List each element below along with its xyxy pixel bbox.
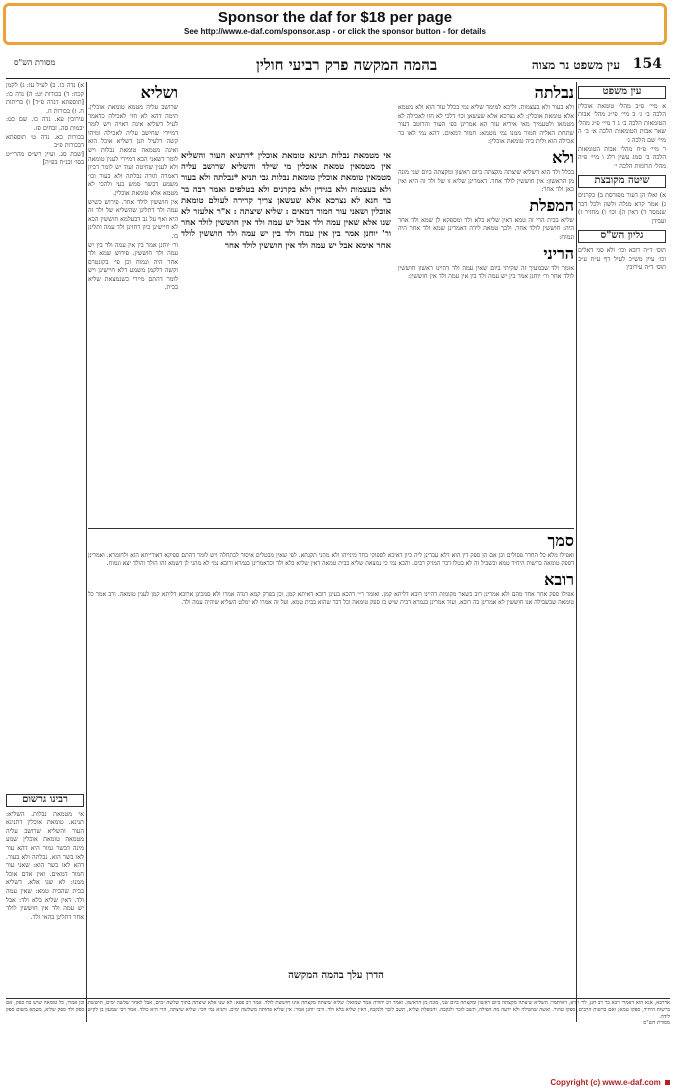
rashi-lead-word: הריני bbox=[543, 243, 574, 263]
ein-mishpat-column: עין משפט א מיי׳ פ״ב מהל׳ טומאת אוכלין הלכה ב׳ ג׳ ב מיי׳ פי״ג מהל׳ אבות הטומאות הלכה ב׳ ג ד מיי׳ פ״ג מהל׳ שאר אבות הטומאות הלכה א׳ ב׳ ה מיי׳ שם הלכה ג׳ ר מיי׳ פ״ח מהל׳ אבות הטומאות הלכה ב׳ סמג עשין רלג ו מיי׳ פ״ה מהל׳ תרומות הלכה י׳ שיטה מקובצת א) ואלו הן דעור מפורסת ב) כקרנים ג) אמר קרא מגלה ולשון ולכל דבר שנמסר ד) דאין ה) וכו׳ ו) מחזיר ז) ועבידן גליון הש"ס תוס׳ ד״ה רובא וכו׳ ולא סגי דאלים וכו׳ עיין מש״כ לעיל דף ע״ח ע״ב תוס׳ ד״ה עירובין bbox=[578, 86, 666, 272]
masoret-hashas-column: א) נדה כו. ב) לעיל עז: ג) לקמן קכח: ד) בכורות יט: ה) נדה כו: [תוספתא דנדה פ״ד] ו) כריתות ח. ז) בכורות ח. עירובין עא. נדה כז. שם כט: יבמות סה. זבחים פז. בכורות כא. נדה ט׳ תוספתא דבכורות פ״ב [שבת סג. ועיין רש״ס מהרי״ט בסו׳ ובנ״ח בפ״ה] bbox=[6, 82, 84, 167]
sponsor-banner-subtitle[interactable]: See http://www.e-daf.com/sponsor.asp - or click the sponsor button - for details bbox=[184, 27, 486, 36]
rashi-commentary: נבלתה ולא בעור ולא בעצמות. וליכא למימר שליא נמי בכלל עור הוא ולא מטמא אלא טומאת אוכלין: לא נצרכא אלא שעשאן וכו׳ דלכי לא חזו לאכילה לא מטמאו ולטעמיך מאי איריא עור הא אמרינן בפ׳ העור והרוטב דעור שתחת האליה חמור ממנו נמי מטמא: חמור דמאים. דהא נמי לאו בר אכילה הוא ולית ביה טומאת אוכלין: ולא בכלל ולד הוא דשליא שיצתה מקצתה ביום ראשון ומקצתה ביום שני מונה מן הראשון: אין חוששין לולד אחר. דאמרינן שליא זו של ולד זה היא ואין כאן ולד אחר: המפלת שליא בבית הרי זה טמא דאין שליא בלא ולד ומספקא לן שמא ולד אחר היה: חוששין לולד אחר. ולכך טמאה לידה דאמרינן שמא ולד אחר היה ונמוח: הריני אומר ולד שבמעיך זה שקיתי ביום שאין עמה ולד דהיינו ראשון חוששין לולד אחר ור׳ יוחנן אמר בין יש עמה ולד בין אין עמה ולד אין חוששין: bbox=[398, 83, 574, 281]
bottom-lead-word: סמך bbox=[547, 531, 574, 550]
copyright-notice[interactable] bbox=[550, 1078, 670, 1087]
footer-masoret-label: מסורת הש"ס bbox=[643, 1020, 670, 1027]
tosafot-commentary: ושליא שרושב עליה מטמא טומאת אוכלין. תימה דהא לא חזי לאכילה כדאמר לעיל דשליא אינה ראויה ויש לומר דמיירי שחישב עליה לאכילה ומיהו קשה דלעיל תנן דשליא אוכל הוא ואינה מטמאה טומאת נבלות ויש לומר דשאני הכא דמיירי לענין טומאה ולא לענין שחיטה ועוד יש לומר דכיון דאמרה תורה נבלתה ולא בעור וכו׳ משמע דבשר ממש בעי ולהכי לא מטמא אלא טומאת אוכלין. אין חוששין לולד אחר. פירוש כשיש עמה ולד דתלינן שהשליא של ולד זה היא ואף על גב דבעלמא חוששין הכא לא חיישינן כיון דחזינן ולד עמה ותלינן בו. ור׳ יוחנן אמר בין אין עמה ולד בין יש עמה ולד חוששין. פירוש שמא ולד אחר היה ונמוח וכן פי׳ בקונטרס וקשה דלקמן משמע דלא חיישינן ויש לומר דהתם מיירי כשנמצאת שליא בבית. bbox=[88, 83, 178, 292]
column-divider bbox=[86, 82, 87, 1022]
footer-divider bbox=[6, 998, 670, 999]
rabbenu-gershom-title: רבינו גרשום bbox=[6, 794, 84, 807]
rabbenu-gershom-column: רבינו גרשום אי מטמאת נבלות. השליא: תנינא. טומאת אוכלין דתנינא העור והשליא שרושב עליה מטמאה טומאת אוכלין שמע מינה דבשר גמור היא דהא עור לאו בשר הוא. נבלתה ולא בעור. דהא לאו בשר הוא: שאני עור חמור דמאים. ואין אדם אוכל ממנו: לא שנו אלא. דשליא בבית שהבית טמא: שאין עמה ולד. דאין שליא בלא ולד: אבל יש עמה ולד אין חוששין לולד אחר דתלינן בהאי ולד. bbox=[6, 794, 84, 921]
shita-mekubetzet-title: שיטה מקובצת bbox=[578, 175, 666, 188]
gilyon-hashas-title: גליון הש"ס bbox=[578, 230, 666, 243]
sponsor-banner[interactable] bbox=[3, 3, 667, 45]
talmud-page bbox=[6, 50, 670, 1075]
page-header bbox=[6, 56, 670, 79]
rashi-lead-word: המפלת bbox=[529, 195, 574, 215]
page-number: 154 bbox=[632, 56, 662, 72]
rashi-lead-word: ולא bbox=[552, 147, 574, 167]
column-divider bbox=[576, 82, 577, 1022]
masoret-hashas-label: מסורת הש"ס bbox=[14, 58, 56, 67]
bottom-lead-word: רובא bbox=[544, 569, 574, 589]
ein-mishpat-title: עין משפט bbox=[578, 86, 666, 99]
footer-notes: אדרבא, אנא הוא דאמרי רבא בר רב חנן, לר׳ זירא, דאיתמר: השליא שיצתה מקצתה ביום ראשון ומקצתה ביום שני, מונה מן הראשון. ואמר רב יהודה אמר שמואל: שליא שיצתה מקצתה אינו חוששת לולד. אמר רב פפא: לא שנו אלא שיצתה בתוך שלשה ימים, אבל לאחר שלשה ימים, חוששת. וכן אמרו, כל טומאה שיש בה ספק, אם ברשות היחיד, ספקו טמא; ואם ברשות הרבים, ספקו טהור. ואשה שהפילה ולא ידעה מה הפילה, תשב לזכר ולנקבה. והמפלת שליא, תשב לזכר ולנקבה, דאין שליא בלא ולד. ורבי יוחנן אמר: אין שליא פחותה משלשה ימים. ותניא נמי הכי: שליא שיצתה, הרי היא כולד. אמר רבי שמעון בן לקיש, ספק ולד ספק שליא, מטמא משום ספק לידה. מסורת הש"ס bbox=[6, 1000, 670, 1027]
sponsor-banner-title[interactable]: Sponsor the daf for $18 per page bbox=[217, 9, 453, 26]
bottom-commentary: סמך ואפילו מלא כל החדר פסולים וכן אם הן ספק דין הוא דלא עבדינן ליה כיון דאיכא לספוקי בחד מינייהו ולא מהני תקנתא. לפי שאין מבטלים איסור לכתחלה ויש לומר דהתם ספיקא דאורייתא הוא ולחומרא. ואמרינן דספק טומאה ברשות היחיד טמא ובשביל זה לא בטלו דבר המזיק רבים. והכא נמי כי נמצאת שליא בבית טמאה דאין שליא בלא ולד וכדאמרינן בגמרא ורובא נמי לא מהני לן דשמא זהו הולד והולד יצא ונמוח. רובא אפילו ספק אחר אחד מהם ולא אמרינן רוב כשאר מקומות דהיינו רובא דליתא קמן. ואומר ר״י דהכא בעינן רובא דאיתא קמן. וכן בפרק קמא דנדה אמרו ולא סמכינן ארובא דליתא קמן לענין טומאה. ורב אמר כל טומאה שבשבילה אנו חוששין לא אמרינן בה רובא. ועוד אמרינן בגמרא דבית שיש בו ספק טומאה וכל דבר שהוא בבית טמא. ועל זה אמרו לא ימלט השליא שיהיה עמה ולד. bbox=[88, 531, 574, 606]
gemara-text: אי מטמאת נבלות תנינא טומאת אוכלין *דתניא העור והשליא אין מטמאין טמאת אוכלין מי שילד והשליא שרושב עליה מטמאין טומאת אוכלין טומאת נבלות גבי תניא *נבלתה ולא בעור ולא בעצמות ולא בגידין ולא בקרנים ולא בטלפים ואמר רבה בר בר חנא לא נצרכא אלא שעשאן צריך קרירה לעולם טומאת אוכלין ושאני עור חמור דמאים : שליא שיצתה : א"ר אלעזר לא שנו אלא שאין עמה ולד אבל יש עמה ולד אין חוששין לולד אחר ור' יוחנן אמר בין אין עמה ולד בין יש עמה ולד חוששין לולד אחר אימא אבל יש עמה ולד אין חוששין לולד אחר bbox=[181, 150, 391, 250]
ein-mishpat-label: עין משפט נר מצוה bbox=[531, 58, 620, 72]
siyum-chapter: הדרן עלך בהמה המקשה bbox=[288, 970, 384, 981]
chapter-title: בהמה המקשה פרק רביעי חולין bbox=[256, 56, 438, 74]
tosafot-lead-word: ושליא bbox=[140, 83, 178, 102]
copyright-bullet-icon bbox=[665, 1080, 670, 1085]
copyright-text[interactable]: Copyright (c) www.e-daf.com bbox=[550, 1078, 661, 1087]
rashi-lead-word: נבלתה bbox=[534, 83, 574, 102]
